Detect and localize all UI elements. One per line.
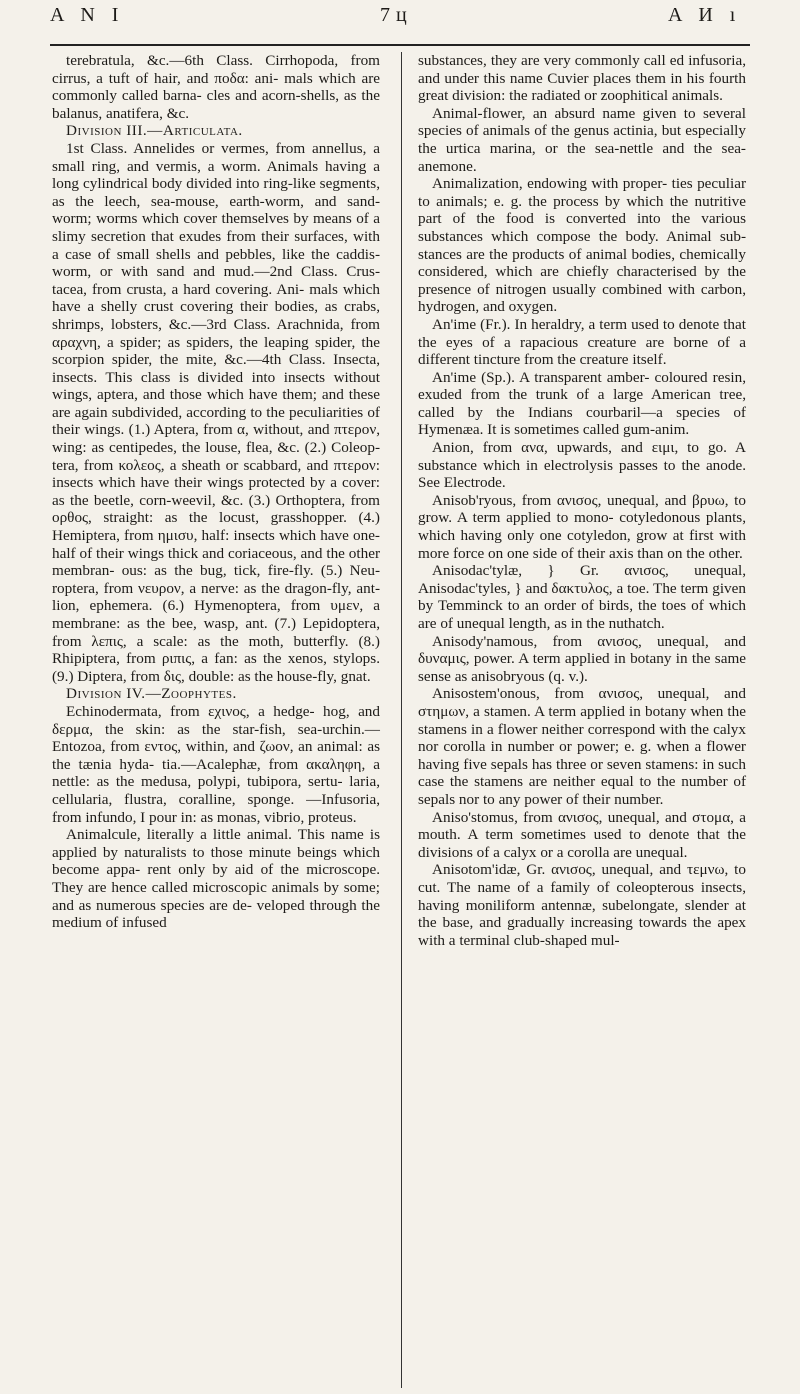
paragraph: 1st Class. Annelides or vermes, from annellus, a small ring, and vermis, a worm. Animals having a long cylindrical body divided into ring-like segments, as the leech, sea-mouse, earth-worm, and sand- worm; worms which cover themselves by means of a slimy secretion that exudes from their surfaces, with a case of small shells and pebbles, like the caddis-worm, or with sand and mud.—2nd Class. Crus- tacea, from crusta, a hard covering. Ani- mals which have a shelly crust covering their bodies, as crabs, shrimps, lobsters, &c.—3rd Class. Arachnida, from αραχνη, a spider; as spiders, the leaping spider, the scorpion spider, the mite, &c.—4th Class. Insecta, insects. This class is divided into insects without wings, aptera, and those which have them; and these are again subdivided, according to the peculiarities of their wings. (1.) Aptera, from α, without, and πτερον, wing: as centipedes, the louse, flea, &c. (2.) Coleop- tera, from κολεος, a sheath or scabbard, and πτερον: insects which have their wings protected by a cover: as the beetle, corn-weevil, &c. (3.) Orthoptera, from ορθος, straight: as the locust, grasshopper. (4.) Hemiptera, from ημισυ, half: insects which have one-half of their wings thick and coriaceous, and the other membran- ous: as the bug, tick, fire-fly. (5.) Neu- roptera, from νευρον, a nerve: as the dragon-fly, ant-lion, ephemera. (6.) Hymenoptera, from υμεν, a membrane: as the bee, wasp, ant. (7.) Lepidoptera, from λεπις, a scale: as the moth, butterfly. (8.) Rhipiptera, from ριπις, a fan: as the xenos, stylops. (9.) Diptera, from δις, double: as the house-fly, gnat. [52, 139, 380, 685]
header-left: A N I [50, 4, 125, 26]
entry-anisodynamous: Anisody'namous, from ανισος, unequal, and δυναμις, power. A term applied in botany in the same sense as anisobryous (q. v.). [418, 632, 746, 685]
page-header [50, 0, 750, 40]
entry-anion: Anion, from ανα, upwards, and ειμι, to go. A substance which in electrolysis passes to the anode. See Electrode. [418, 439, 746, 492]
entry-anime-sp: An'ime (Sp.). A transparent amber- coloured resin, exuded from the trunk of a large American tree, called by the Indians courbaril—a species of Hymenæa. It is sometimes called gum-anim. [418, 368, 746, 439]
paragraph: substances, they are very commonly call ed infusoria, and under this name Cuvier places them in his fourth great division: the radiated or zoophitical animals. [418, 52, 746, 105]
entry-anime-fr: An'ime (Fr.). In heraldry, a term used to denote that the eyes of a rapacious creature are borne of a different tincture from the creature itself. [418, 315, 746, 369]
entry-animalization: Animalization, endowing with proper- ties peculiar to animals; e. g. the process by which the nutritive part of the food is converted into the various substances which compose the body. Animal sub- stances are the products of animal bodies, chemically considered, which are chiefly characterised by the presence of nitrogen usually combined with carbon, hydrogen, and oxygen. [418, 175, 746, 316]
entry-anisotomidae: Anisotom'idæ, Gr. ανισος, unequal, and τεμνω, to cut. The name of a family of coleopterous insects, having moniliform antennæ, subelongate, slender at the base, and gradually increasing towards the apex with a terminal club-shaped mul- [418, 861, 746, 949]
division-heading: Division IV.—Zoophytes. [66, 685, 237, 703]
column-divider [401, 52, 402, 1388]
left-column [52, 52, 380, 932]
entry-anisostomus: Aniso'stomus, from ανισος, unequal, and στομα, a mouth. A term sometimes used to denote that the divisions of a calyx or a corolla are unequal. [418, 808, 746, 861]
header-right: A И ı [668, 4, 742, 26]
entry-anisodactylae: Anisodac'tylæ, } Gr. ανισος, unequal, Anisodac'tyles, } and δακτυλος, a toe. The term given by Temminck to an order of birds, the toes of which are of unequal length, as in the nuthatch. [418, 562, 746, 632]
entry-anisostemonous: Anisostem'onous, from ανισος, unequal, and στημων, a stamen. A term applied in botany when the stamens in a flower neither correspond with the calyx nor corolla in number or power; e. g. when a flower having five sepals has three or seven stamens: in such case the stamens are neither equal to the number of sepals nor to any power of their number. [418, 685, 746, 808]
paragraph: Echinodermata, from εχινος, a hedge- hog, and δερμα, the skin: as the star-fish, sea-urchin.—Entozoa, from εντος, within, and ζωον, an animal: as the tænia hyda- tia.—Acalephæ, from ακαληφη, a nettle: as the medusa, polypi, tubipora, sertu- laria, cellularia, flustra, coralline, sponge. —Infusoria, from infundo, I pour in: as monas, vibrio, proteus. [52, 702, 380, 826]
division-heading: Division III.—Articulata. [66, 122, 243, 140]
entry-animal-flower: Animal-flower, an absurd name given to several species of animals of the genus actinia, but especially the urtica marina, or the sea-nettle and the sea-anemone. [418, 104, 746, 175]
entry-animalcule: Animalcule, literally a little animal. This name is applied by naturalists to those minute beings which become appa- rent only by aid of the microscope. They are hence called microscopic animals by some; and as numerous species are de- veloped through the medium of infused [52, 826, 380, 932]
entry-anisobryous: Anisob'ryous, from ανισος, unequal, and βρυω, to grow. A term applied to mono- cotyledonous plants, which having only one cotyledon, grow at first with more force on one side of their axis than on the other. [418, 491, 746, 562]
paragraph: terebratula, &c.—6th Class. Cirrhopoda, from cirrus, a tuft of hair, and ποδα: ani- mals which are commonly called barna- cles and acorn-shells, as the balanus, anatifera, &c. [52, 52, 380, 122]
page-number: 7ц [380, 4, 413, 26]
header-rule [50, 44, 750, 46]
right-column [418, 52, 746, 949]
